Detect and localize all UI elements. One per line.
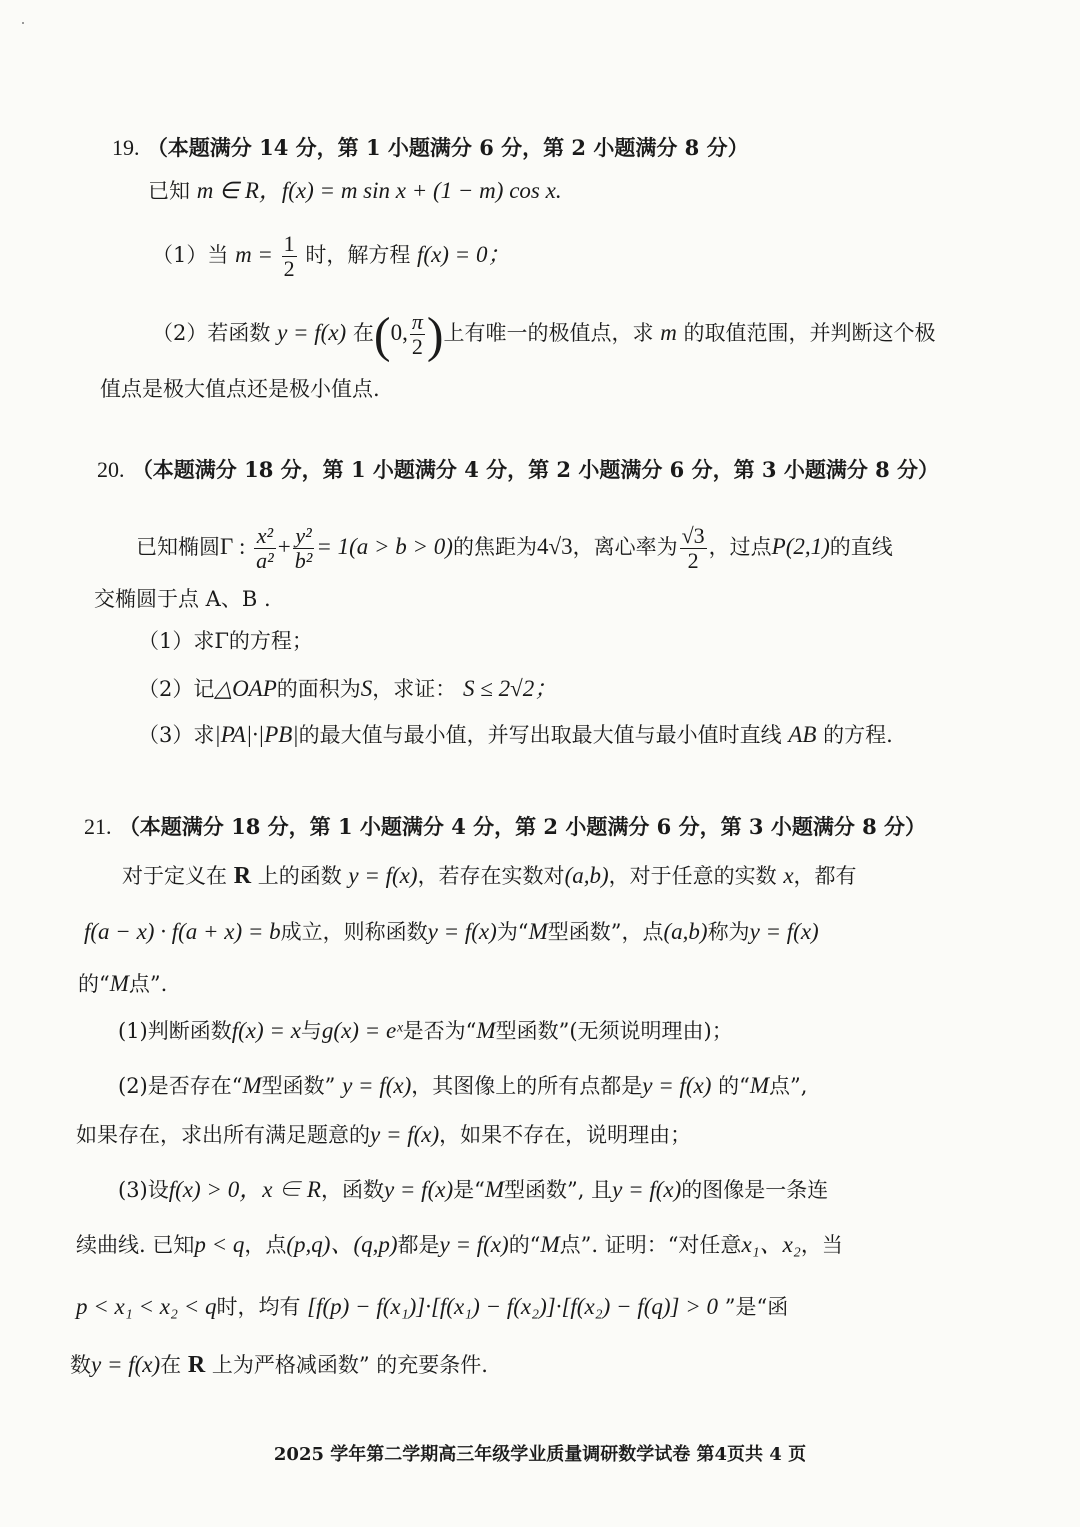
left-paren-glyph: ( <box>373 306 391 363</box>
q19-p2-math-a: y = f(x) <box>277 320 347 345</box>
q19-p1-math-b: f(x) = 0； <box>417 242 511 267</box>
q20-y-fraction <box>293 524 315 573</box>
q21-p3-M: M <box>484 1177 505 1202</box>
q21-p3-l4-R: R <box>187 1352 206 1378</box>
q20-part1: （1）求Γ的方程； <box>138 629 313 653</box>
q20-b-den: b² <box>294 548 313 573</box>
q19-p2-label: （2）若函数 <box>152 321 271 345</box>
q20-score-info: （本题满分 18 分，第 1 小题满分 4 分，第 2 小题满分 6 分，第 3 小题满分 8 分） <box>131 457 940 482</box>
q19-p2-fraction <box>410 310 425 359</box>
q21-p3-l2-c: 都是 <box>397 1233 440 1257</box>
q20-p2-inequality: S ≤ 2√2； <box>462 676 558 701</box>
scan-dot <box>22 22 24 24</box>
q21-p3-a: (3)设 <box>118 1178 169 1202</box>
q19-part2-continuation: 值点是极大值点还是极小值点. <box>100 377 380 401</box>
q21-l2-f: y = f(x) <box>427 919 497 944</box>
q19-p2-text-c: 的取值范围，并判断这个极 <box>683 321 936 345</box>
q20-a-den: a² <box>256 548 274 573</box>
q21-l2-M: M <box>528 919 548 944</box>
q21-l2-d: 称为 <box>707 920 750 944</box>
q20-ecc-fraction <box>680 524 707 573</box>
q21-p3-f: y = f(x) <box>383 1177 454 1202</box>
q21-l2-ab: (a,b) <box>663 919 708 944</box>
q21-p3-c: 是“ <box>453 1178 485 1202</box>
q21-p2-cont-b: ，如果不存在，说明理由； <box>439 1123 692 1147</box>
q19-p2-var: m <box>660 320 677 345</box>
q20-stem-d: ，过点 <box>708 535 772 559</box>
q20-stem <box>136 524 893 573</box>
q20-p3-text: 的最大值与最小值，并写出取最大值与最小值时直线 <box>298 723 782 747</box>
q19-stem <box>148 176 562 206</box>
q20-p2-triangle: △OAP <box>214 676 277 701</box>
q20-stem-c: ，离心率为 <box>572 535 678 559</box>
q19-number: 19. <box>112 135 140 160</box>
q21-part2-continuation <box>76 1120 691 1150</box>
q20-x-num: x² <box>254 524 276 549</box>
q20-p3-AB: AB <box>788 722 817 747</box>
q20-focal: 4√3 <box>536 534 573 559</box>
q19-p1-frac-num: 1 <box>283 231 295 256</box>
q20-y-num: y² <box>293 524 315 549</box>
q21-p3-l3-a: 时，均有 <box>216 1295 301 1319</box>
q21-l1-R: R <box>233 863 252 889</box>
q21-l2-eq: f(a − x) · f(a + x) = b <box>84 919 281 944</box>
q21-p3-l2-pts: (p,q)、(q,p) <box>286 1232 398 1257</box>
q20-number: 20. <box>97 457 125 482</box>
q21-p3-l3-expr: [f(p) − f(x₁)]·[f(x₁) − f(x₂)]·[f(x₂) − f(q)] > 0 <box>307 1294 719 1319</box>
q21-score-info: （本题满分 18 分，第 1 小题满分 4 分，第 2 小题满分 6 分，第 3 小题满分 8 分） <box>118 814 927 839</box>
q20-stem-e: 的直线 <box>829 535 893 559</box>
right-paren-glyph: ) <box>426 306 444 363</box>
q20-p3-end: 的方程. <box>823 723 893 747</box>
q21-line3 <box>78 969 167 999</box>
q21-p2-M: M <box>242 1073 262 1098</box>
q19-p2-frac-num: π <box>411 309 423 334</box>
q21-line1 <box>122 861 857 891</box>
q21-part3-line3 <box>76 1292 788 1322</box>
q21-l3-a: 的“ <box>78 972 110 996</box>
q20-part2 <box>138 674 557 704</box>
q20-gamma: Γ : <box>220 534 246 559</box>
q19-part1 <box>152 232 510 281</box>
q21-p3-e: 的图像是一条连 <box>681 1178 829 1202</box>
q21-p1-d: 型函数”(无须说明理由)； <box>495 1019 733 1043</box>
q21-p3-l2-f: y = f(x) <box>439 1232 509 1257</box>
q21-p1-M: M <box>476 1018 496 1043</box>
q21-p2-cont-f: y = f(x) <box>370 1122 440 1147</box>
q20-point: P(2,1) <box>771 534 830 559</box>
q21-part2 <box>118 1071 807 1101</box>
q21-p3-l2-b: ，点 <box>244 1233 287 1257</box>
q21-l1-e: ，都有 <box>793 864 857 888</box>
q19-stem-prefix: 已知 <box>148 179 190 203</box>
q21-l2-a: 成立，则称函数 <box>280 920 428 944</box>
q21-p2-M2: M <box>749 1073 770 1098</box>
q20-stem-b: 的焦距为 <box>452 535 537 559</box>
q20-ecc-den: 2 <box>687 548 699 573</box>
q21-part3-line4 <box>70 1350 488 1380</box>
q21-p3-l3-ineq: p < x₁ < x₂ < q <box>76 1294 217 1319</box>
q19-p2-frac-den: 2 <box>411 334 423 359</box>
q20-stem-a: 已知椭圆 <box>136 535 220 559</box>
q19-p1-fraction <box>282 232 297 281</box>
q21-p3-l2-a: 续曲线. 已知 <box>76 1233 195 1257</box>
q20-p2-text2: ，求证： <box>372 677 457 701</box>
q20-part3 <box>138 720 893 750</box>
q21-l1-f: y = f(x) <box>348 863 418 888</box>
q19-p1-frac-den: 2 <box>283 256 295 281</box>
q19-p2-text-b: 上有唯一的极值点，求 <box>443 321 654 345</box>
q21-l2-b: 为“ <box>496 920 529 944</box>
q21-p1-b: 与 <box>300 1019 322 1043</box>
q21-l1-d: ，对于任意的实数 <box>608 864 777 888</box>
q21-p3-l2-d: 的“ <box>508 1233 541 1257</box>
q21-p3-l2-pq: p < q <box>194 1232 245 1257</box>
q21-p3-l3-b: ”是“函 <box>724 1295 789 1319</box>
q21-l3-b: 点”. <box>128 972 168 996</box>
q21-number: 21. <box>84 814 112 839</box>
q20-stem-continuation: 交椭圆于点 A、B . <box>94 587 271 611</box>
q21-p3-l4-b: 在 <box>160 1353 182 1377</box>
q21-p3-cond: f(x) > 0，x ∈ R <box>168 1177 321 1202</box>
q21-p1-c: 是否为“ <box>402 1019 477 1043</box>
q21-l3-M: M <box>109 971 129 996</box>
q21-part3-line2 <box>76 1230 843 1260</box>
q20-stem-eq: = 1(a > b > 0) <box>316 534 453 559</box>
q21-p3-l2-end: ，当 <box>800 1233 843 1257</box>
q19-p1-label: （1）当 <box>152 243 229 267</box>
q21-p2-f: y = f(x) <box>342 1073 412 1098</box>
q21-p2-cont-a: 如果存在，求出所有满足题意的 <box>76 1123 370 1147</box>
q21-p1-a: (1)判断函数 <box>118 1019 232 1043</box>
q20-header <box>97 455 939 485</box>
q21-p3-d: 型函数”, 且 <box>504 1178 613 1202</box>
q19-stem-math: m ∈ R，f(x) = m sin x + (1 − m) cos x. <box>196 178 562 203</box>
q21-header <box>84 812 926 842</box>
q21-p1-g: g(x) = eˣ <box>321 1018 403 1043</box>
q21-l1-b: 上的函数 <box>257 864 342 888</box>
q21-p2-f2: y = f(x) <box>642 1073 712 1098</box>
q19-p2-text-a: 在 <box>352 321 374 345</box>
q20-ecc-num: √3 <box>681 523 705 548</box>
q20-p2-label: （2）记 <box>138 677 215 701</box>
q21-line2 <box>84 917 819 947</box>
q21-l1-a: 对于定义在 <box>122 864 227 888</box>
q21-p2-b: 型函数” <box>261 1074 336 1098</box>
q21-p3-l4-f: y = f(x) <box>91 1352 161 1377</box>
q21-part1 <box>118 1016 733 1046</box>
q21-l1-x: x <box>783 863 794 888</box>
q19-header <box>112 133 749 163</box>
q19-score-info: （本题满分 14 分，第 1 小题满分 6 分，第 2 小题满分 8 分） <box>146 135 749 160</box>
q19-part2 <box>152 306 936 363</box>
q20-p2-text: 的面积为 <box>276 677 361 701</box>
q21-p2-a: (2)是否存在“ <box>118 1074 243 1098</box>
q19-p2-interval-left: 0, <box>390 320 408 345</box>
q19-p1-math-a: m = <box>235 242 273 267</box>
page-footer: 2025 学年第二学期高三年级学业质量调研数学试卷 第4页共 4 页 <box>273 1444 807 1465</box>
q21-p3-l2-e: 点”. 证明：“对任意 <box>559 1233 742 1257</box>
q21-part3 <box>118 1175 828 1205</box>
q20-p3-expr: |PA|·|PB| <box>214 722 299 747</box>
q21-p1-f: f(x) = x <box>231 1018 301 1043</box>
q21-p2-e: 点”, <box>769 1074 808 1098</box>
q19-p1-text: 时，解方程 <box>305 243 411 267</box>
q21-l2-c: 型函数”，点 <box>547 920 664 944</box>
q20-x-fraction <box>254 524 276 573</box>
q21-p2-d: 的“ <box>718 1074 750 1098</box>
q21-p3-l2-M: M <box>540 1232 560 1257</box>
q20-p2-S: S <box>360 676 373 701</box>
q21-p3-l4-c: 上为严格减函数” 的充要条件. <box>211 1353 488 1377</box>
plus-sign: + <box>277 534 291 559</box>
q21-p3-l2-x: x₁、x₂ <box>741 1232 801 1257</box>
q20-p3-label: （3）求 <box>138 723 215 747</box>
q21-p3-f2: y = f(x) <box>612 1177 682 1202</box>
q21-l1-ab: (a,b) <box>564 863 609 888</box>
q21-p3-b: ，函数 <box>320 1178 384 1202</box>
q21-l1-c: ，若存在实数对 <box>417 864 565 888</box>
q21-l2-f2: y = f(x) <box>749 919 819 944</box>
q21-p2-c: ，其图像上的所有点都是 <box>411 1074 643 1098</box>
q21-p3-l4-a: 数 <box>70 1353 91 1377</box>
